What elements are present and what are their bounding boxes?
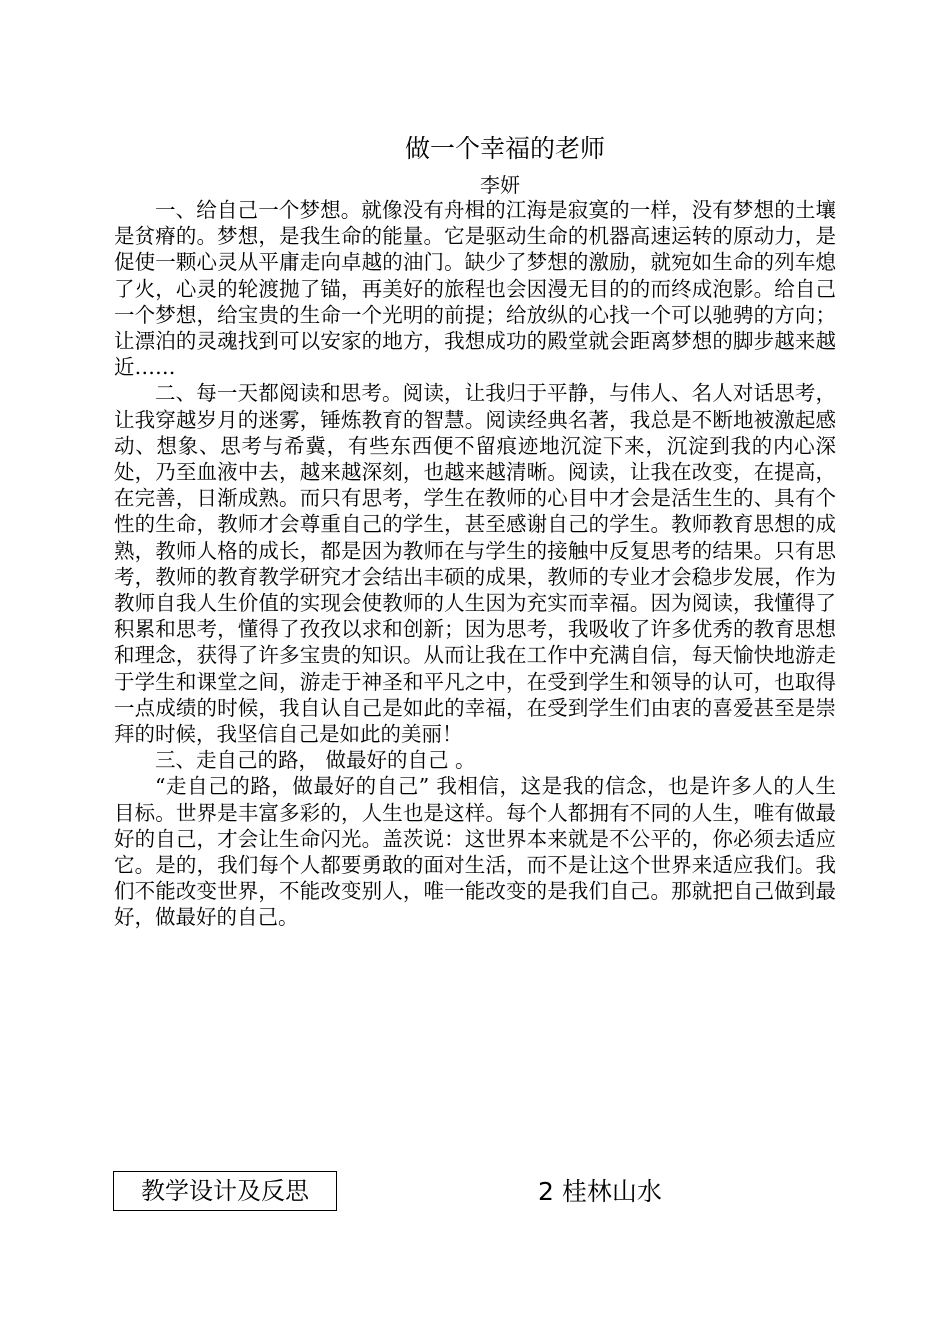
article-author: 李妍 (480, 173, 520, 197)
paragraph-own-path-heading: 三、走自己的路， 做最好的自己 。 (155, 748, 476, 773)
paragraph-reading: 二、每一天都阅读和思考。阅读，让我归于平静，与伟人、名人对话思考，让我穿越岁月的迷雾，锤炼教育的智慧。阅读经典名著，我总是不断地被激起感动、想象、思考与希冀，有些东西便不留痕迹地沉淀下来，沉淀到我的内心深处，乃至血液中去，越来越深刻，也越来越清晰。阅读，让我在改变，在提高，在完善，日渐成熟。而只有思考，学生在教师的心目中才会是活生生的、具有个性的生命，教师才会尊重自己的学生，甚至感谢自己的学生。教师教育思想的成熟，教师人格的成长，都是因为教师在与学生的接触中反复思考的结果。只有思考，教师的教育教学研究才会结出丰硕的成果，教师的专业才会稳步发展，作为教师自我人生价值的实现会使教师的人生因为充实而幸福。因为阅读，我懂得了积累和思考，懂得了孜孜以求和创新；因为思考，我吸收了许多优秀的教育思想和理念，获得了许多宝贵的知识。从而让我在工作中充满自信，每天愉快地游走于学生和课堂之间，游走于神圣和平凡之中，在受到学生和领导的认可，也取得一点成绩的时候，我自认自己是如此的幸福，在受到学生们由衷的喜爱甚至是崇拜的时候，我坚信自己是如此的美丽！ (114, 381, 836, 747)
paragraph-dream: 一、给自己一个梦想。就像没有舟楫的江海是寂寞的一样，没有梦想的土壤是贫瘠的。梦想，是我生命的能量。它是驱动生命的机器高速运转的原动力，是促使一颗心灵从平庸走向卓越的油门。缺少了梦想的激励，就宛如生命的列车熄了火，心灵的轮渡抛了锚，再美好的旅程也会因漫无目的的而终成泡影。给自己一个梦想，给宝贵的生命一个光明的前提；给放纵的心找一个可以驰骋的方向；让漂泊的灵魂找到可以安家的地方，我想成功的殿堂就会距离梦想的脚步越来越近…… (114, 198, 836, 380)
section-boxed-label: 教学设计及反思 (113, 1171, 337, 1211)
article-title: 做一个幸福的老师 (404, 134, 605, 163)
lesson-title: 2 桂林山水 (538, 1177, 662, 1206)
paragraph-own-path: “走自己的路，做最好的自己” 我相信，这是我的信念，也是许多人的人生目标。世界是丰富多彩的，人生也是这样。每个人都拥有不同的人生，唯有做最好的自己，才会让生命闪光。盖茨说：这世界本来就是不公平的，你必须去适应它。是的，我们每个人都要勇敢的面对生活，而不是让这个世界来适应我们。我们不能改变世界，不能改变别人，唯一能改变的是我们自己。那就把自己做到最好，做最好的自己。 (114, 774, 836, 930)
article-body (114, 197, 836, 931)
